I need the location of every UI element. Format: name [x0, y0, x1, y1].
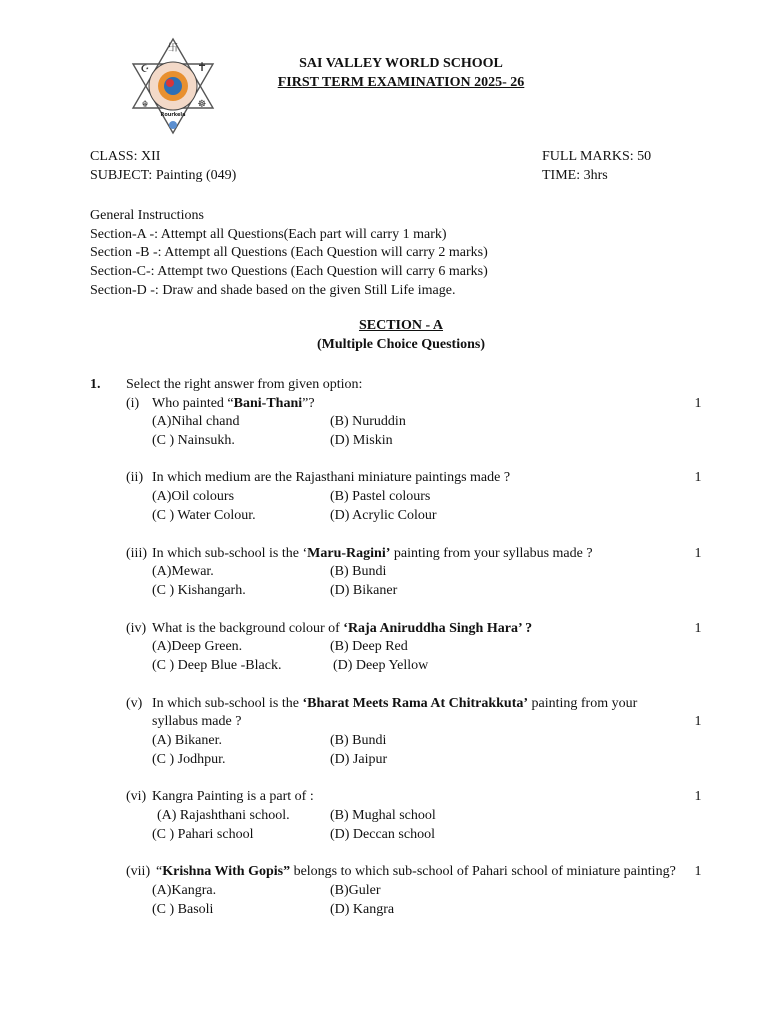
option-b: (B) Bundi: [330, 564, 387, 579]
option-b: (B) Nuruddin: [330, 414, 406, 429]
part-number: (iv): [126, 621, 147, 636]
instruction-line: Section -B -: Attempt all Questions (Each Question will carry 2 marks): [90, 245, 488, 260]
question-number: 1.: [90, 377, 101, 392]
option-d: (D) Deccan school: [330, 827, 435, 842]
option-a: (A)Kangra.: [152, 883, 217, 898]
instruction-line: Section-A -: Attempt all Questions(Each part will carry 1 mark): [90, 227, 447, 242]
instructions-heading: General Instructions: [90, 208, 204, 223]
option-c: (C ) Nainsukh.: [152, 433, 235, 448]
part-question: In which sub-school is the ‘Maru-Ragini’ painting from your syllabus made ?: [152, 546, 593, 561]
part-number: (vi): [126, 789, 147, 804]
part-question: In which medium are the Rajasthani miniature paintings made ?: [152, 470, 511, 485]
svg-text:卐: 卐: [168, 43, 178, 54]
part-number: (iii): [126, 546, 147, 561]
option-b: (B) Mughal school: [330, 808, 436, 823]
part-mark: 1: [694, 546, 702, 561]
option-d: (D) Bikaner: [330, 583, 398, 598]
section-title: SECTION - A: [358, 318, 444, 333]
part-question: In which sub-school is the ‘Bharat Meets Rama At Chitrakkuta’ painting from your: [152, 696, 638, 711]
part-number: (i): [126, 396, 140, 411]
svg-text:✝: ✝: [196, 60, 208, 74]
option-a: (A) Bikaner.: [152, 733, 222, 748]
time-label: TIME: 3hrs: [542, 168, 608, 183]
option-c: (C ) Water Colour.: [152, 508, 256, 523]
option-d: (D) Jaipur: [330, 752, 388, 767]
option-a: (A) Rajashthani school.: [157, 808, 290, 823]
logo-text-bottom: Rourkela: [160, 112, 186, 118]
option-b: (B) Deep Red: [330, 639, 408, 654]
part-mark: 1: [694, 864, 702, 879]
subject-label: SUBJECT: Painting (049): [90, 168, 237, 183]
svg-text:☬: ☬: [141, 100, 149, 110]
option-c: (C ) Jodhpur.: [152, 752, 226, 767]
option-d: (D) Deep Yellow: [333, 658, 429, 673]
part-question: “Krishna With Gopis” belongs to which sub-school of Pahari school of miniature painting?: [156, 864, 676, 879]
option-c: (C ) Deep Blue -Black.: [152, 658, 282, 673]
option-d: (D) Miskin: [330, 433, 393, 448]
option-a: (A)Oil colours: [152, 489, 235, 504]
option-c: (C ) Basoli: [152, 902, 214, 917]
option-a: (A)Deep Green.: [152, 639, 243, 654]
instruction-line: Section-D -: Draw and shade based on the given Still Life image.: [90, 283, 456, 298]
option-a: (A)Mewar.: [152, 564, 214, 579]
option-b: (B) Pastel colours: [330, 489, 431, 504]
section-subtitle: (Multiple Choice Questions): [317, 337, 485, 352]
class-label: CLASS: XII: [90, 149, 161, 164]
option-a: (A)Nihal chand: [152, 414, 240, 429]
option-b: (B)Guler: [330, 883, 381, 898]
option-c: (C ) Kishangarh.: [152, 583, 246, 598]
exam-title: FIRST TERM EXAMINATION 2025- 26: [277, 75, 525, 90]
svg-text:☪: ☪: [140, 64, 150, 75]
option-d: (D) Kangra: [330, 902, 395, 917]
part-question: Who painted “Bani-Thani”?: [152, 396, 315, 411]
part-mark: 1: [694, 621, 702, 636]
part-question: Kangra Painting is a part of :: [152, 789, 314, 804]
full-marks-label: FULL MARKS: 50: [542, 149, 652, 164]
question-prompt: Select the right answer from given option:: [126, 377, 363, 392]
instruction-line: Section-C-: Attempt two Questions (Each Question will carry 6 marks): [90, 264, 488, 279]
part-mark: 1: [694, 470, 702, 485]
option-b: (B) Bundi: [330, 733, 387, 748]
option-c: (C ) Pahari school: [152, 827, 254, 842]
part-number: (ii): [126, 470, 144, 485]
part-question: What is the background colour of ‘Raja Aniruddha Singh Hara’ ?: [152, 621, 533, 636]
part-number: (vii): [126, 864, 151, 879]
school-logo: [124, 37, 222, 135]
svg-text:☸: ☸: [197, 99, 207, 110]
part-question-continued: syllabus made ?: [152, 714, 242, 729]
part-number: (v): [126, 696, 143, 711]
option-d: (D) Acrylic Colour: [330, 508, 437, 523]
part-mark: 1: [694, 789, 702, 804]
school-name: SAI VALLEY WORLD SCHOOL: [299, 56, 503, 71]
part-mark: 1: [694, 396, 702, 411]
part-mark: 1: [694, 714, 702, 729]
